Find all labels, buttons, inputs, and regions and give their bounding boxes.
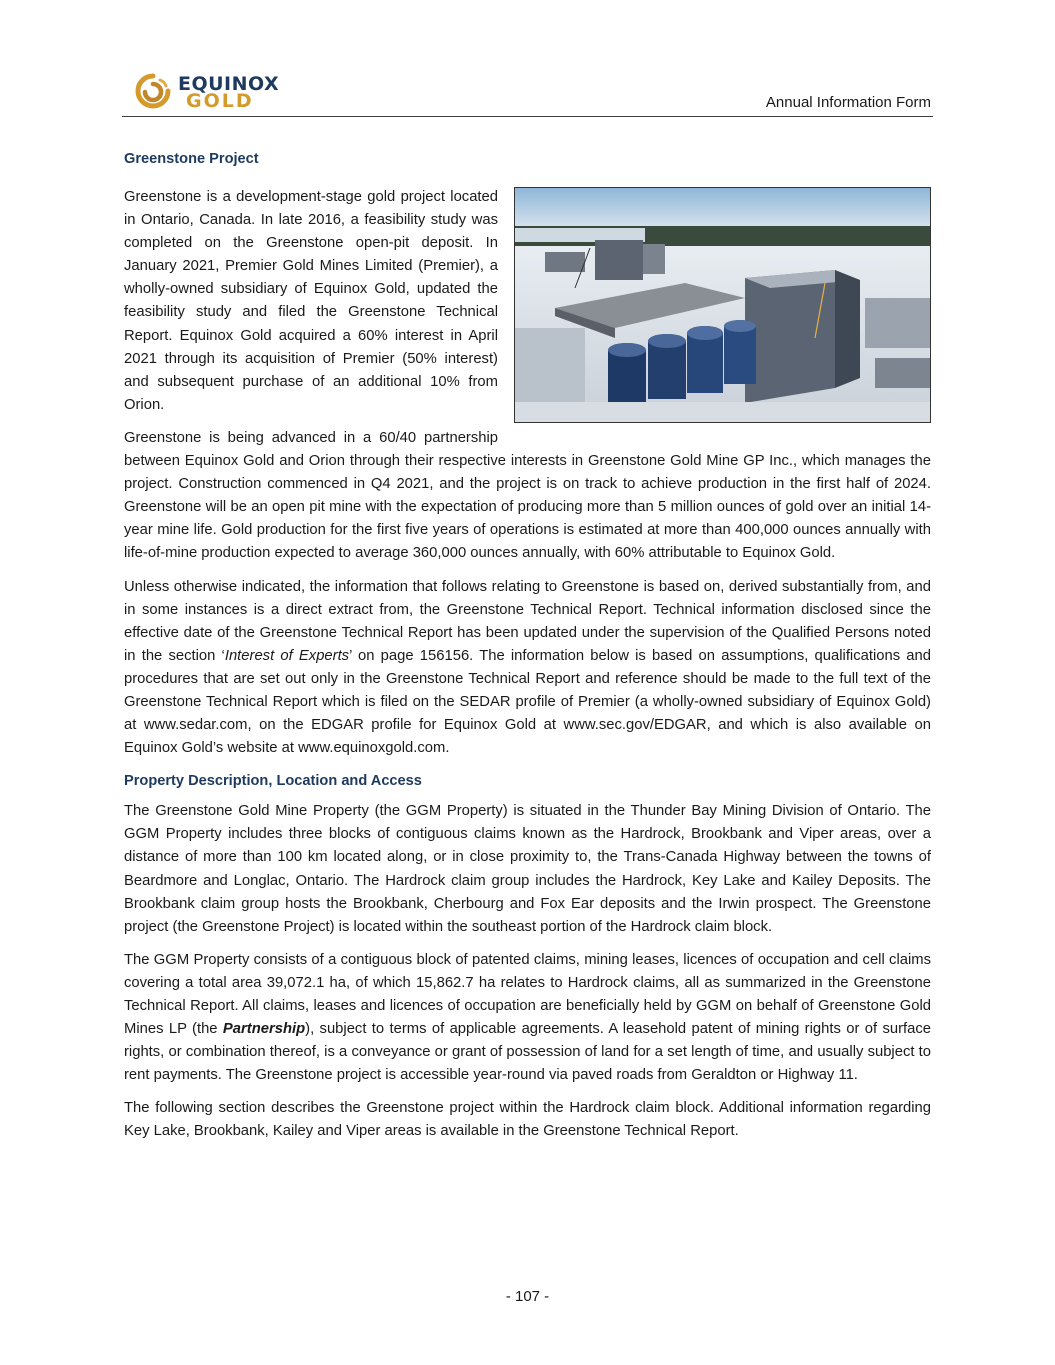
logo-mark-icon	[132, 72, 174, 114]
property-claims-paragraph	[124, 949, 931, 1088]
aerial-photo-image	[515, 188, 930, 422]
property-claims-text-1: The GGM Property consists of a contiguous block of patented claims, mining leases, licences of occupation and cell claims covering a total area 39,072.1 ha, of which 15,862.7 ha relates to Hardrock claims, all as summarized in the Greenstone Technical Report. All claims, leases and licences of occupation are beneficially held by GGM on behalf of Greenstone Gold Mines LP (the	[124, 951, 931, 1038]
logo-wordmark	[178, 73, 280, 112]
page-header	[122, 68, 933, 117]
hardrock-paragraph: The following section describes the Greenstone project within the Hardrock claim block. Additional information regarding Key Lake, Brookbank, Kailey and Viper areas is available in the Greenstone Technical Report.	[124, 1100, 931, 1140]
property-claims-text-2: ), subject to terms of applicable agreements. A leasehold patent of mining rights or of surface rights, or combination thereof, is a conveyance or grant of possession of land for a set length of time, and usually subject to rent payments. The Greenstone project is accessible year-round via paved roads from Geraldton or Highway 11.	[124, 1021, 931, 1084]
property-location-paragraph: The Greenstone Gold Mine Property (the GGM Property) is situated in the Thunder Bay Mining Division of Ontario. The GGM Property includes three blocks of contiguous claims known as the Hardrock, Brookbank and Viper areas, over a distance of more than 100 km located along, or in close proximity to, the Trans-Canada Highway between the towns of Beardmore and Longlac, Ontario. The Hardrock claim group includes the Hardrock, Key Lake and Kailey Deposits. The Brookbank claim group hosts the Brookbank, Cherbourg and Fox Ear deposits and the Irwin prospect. The Greenstone project (the Greenstone Project) is located within the southeast portion of the Hardrock claim block.	[124, 803, 931, 935]
logo-line-equinox: EQUINOX	[178, 73, 280, 95]
intro-paragraph: Greenstone is a development-stage gold project located in Ontario, Canada. In late 2016, a feasibility study was completed on the Greenstone open-pit deposit. In January 2021, Premier Gold Mines Limited (Premier), a wholly-owned subsidiary of Equinox Gold, updated the feasibility study and filed the Greenstone Technical Report. Equinox Gold acquired a 60% interest in April 2021 through its acquisition of Premier (50% interest) and subsequent purchase of an additional 10% from Orion.	[124, 189, 498, 413]
interest-of-experts-reference: Interest of Experts	[224, 647, 350, 664]
logo-line-gold: GOLD	[186, 90, 254, 112]
technical-report-text-1: Unless otherwise indicated, the information that follows relating to Greenstone is based on, derived substantially from, and in some instances is a direct extract from, the Greenstone Technical Report. Technical information disclosed since the effective date of the Greenstone Technical Report has been updated under the supervision of the Qualified Persons noted in the section ‘	[124, 578, 931, 664]
equinox-gold-logo	[132, 72, 302, 114]
technical-report-paragraph	[124, 576, 931, 761]
section-heading-greenstone: Greenstone Project	[124, 151, 259, 167]
page-content	[124, 148, 931, 1154]
greenstone-site-photo	[514, 187, 931, 423]
document-title: Annual Information Form	[765, 94, 931, 111]
partnership-paragraph: Greenstone is being advanced in a 60/40 partnership between Equinox Gold and Orion through their respective interests in Greenstone Gold Mine GP Inc., which manages the project. Construction commenced in Q4 2021, and the project is on track to achieve production in the first half of 2024. Greenstone will be an open pit mine with the expectation of producing more than 5 million ounces of gold over an initial 14-year mine life. Gold production for the first five years of operations is estimated at more than 400,000 ounces annually with life-of-mine production expected to average 360,000 ounces annually, with 60% attributable to Equinox Gold.	[124, 429, 931, 562]
technical-report-text-2: ’ on page 156156. The information below is based on assumptions, qualifications and procedures that are set out only in the Greenstone Technical Report and reference should be made to the full text of the Greenstone Technical Report which is filed on the SEDAR profile of Premier (a wholly-owned subsidiary of Equinox Gold) at www.sedar.com, on the EDGAR profile for Equinox Gold at www.sec.gov/EDGAR, and which is also available on Equinox Gold’s website at www.equinoxgold.com.	[124, 647, 931, 757]
page-number: - 107 -	[505, 1288, 550, 1305]
section-heading-property: Property Description, Location and Access	[124, 773, 422, 790]
partnership-term: Partnership	[222, 1021, 306, 1038]
